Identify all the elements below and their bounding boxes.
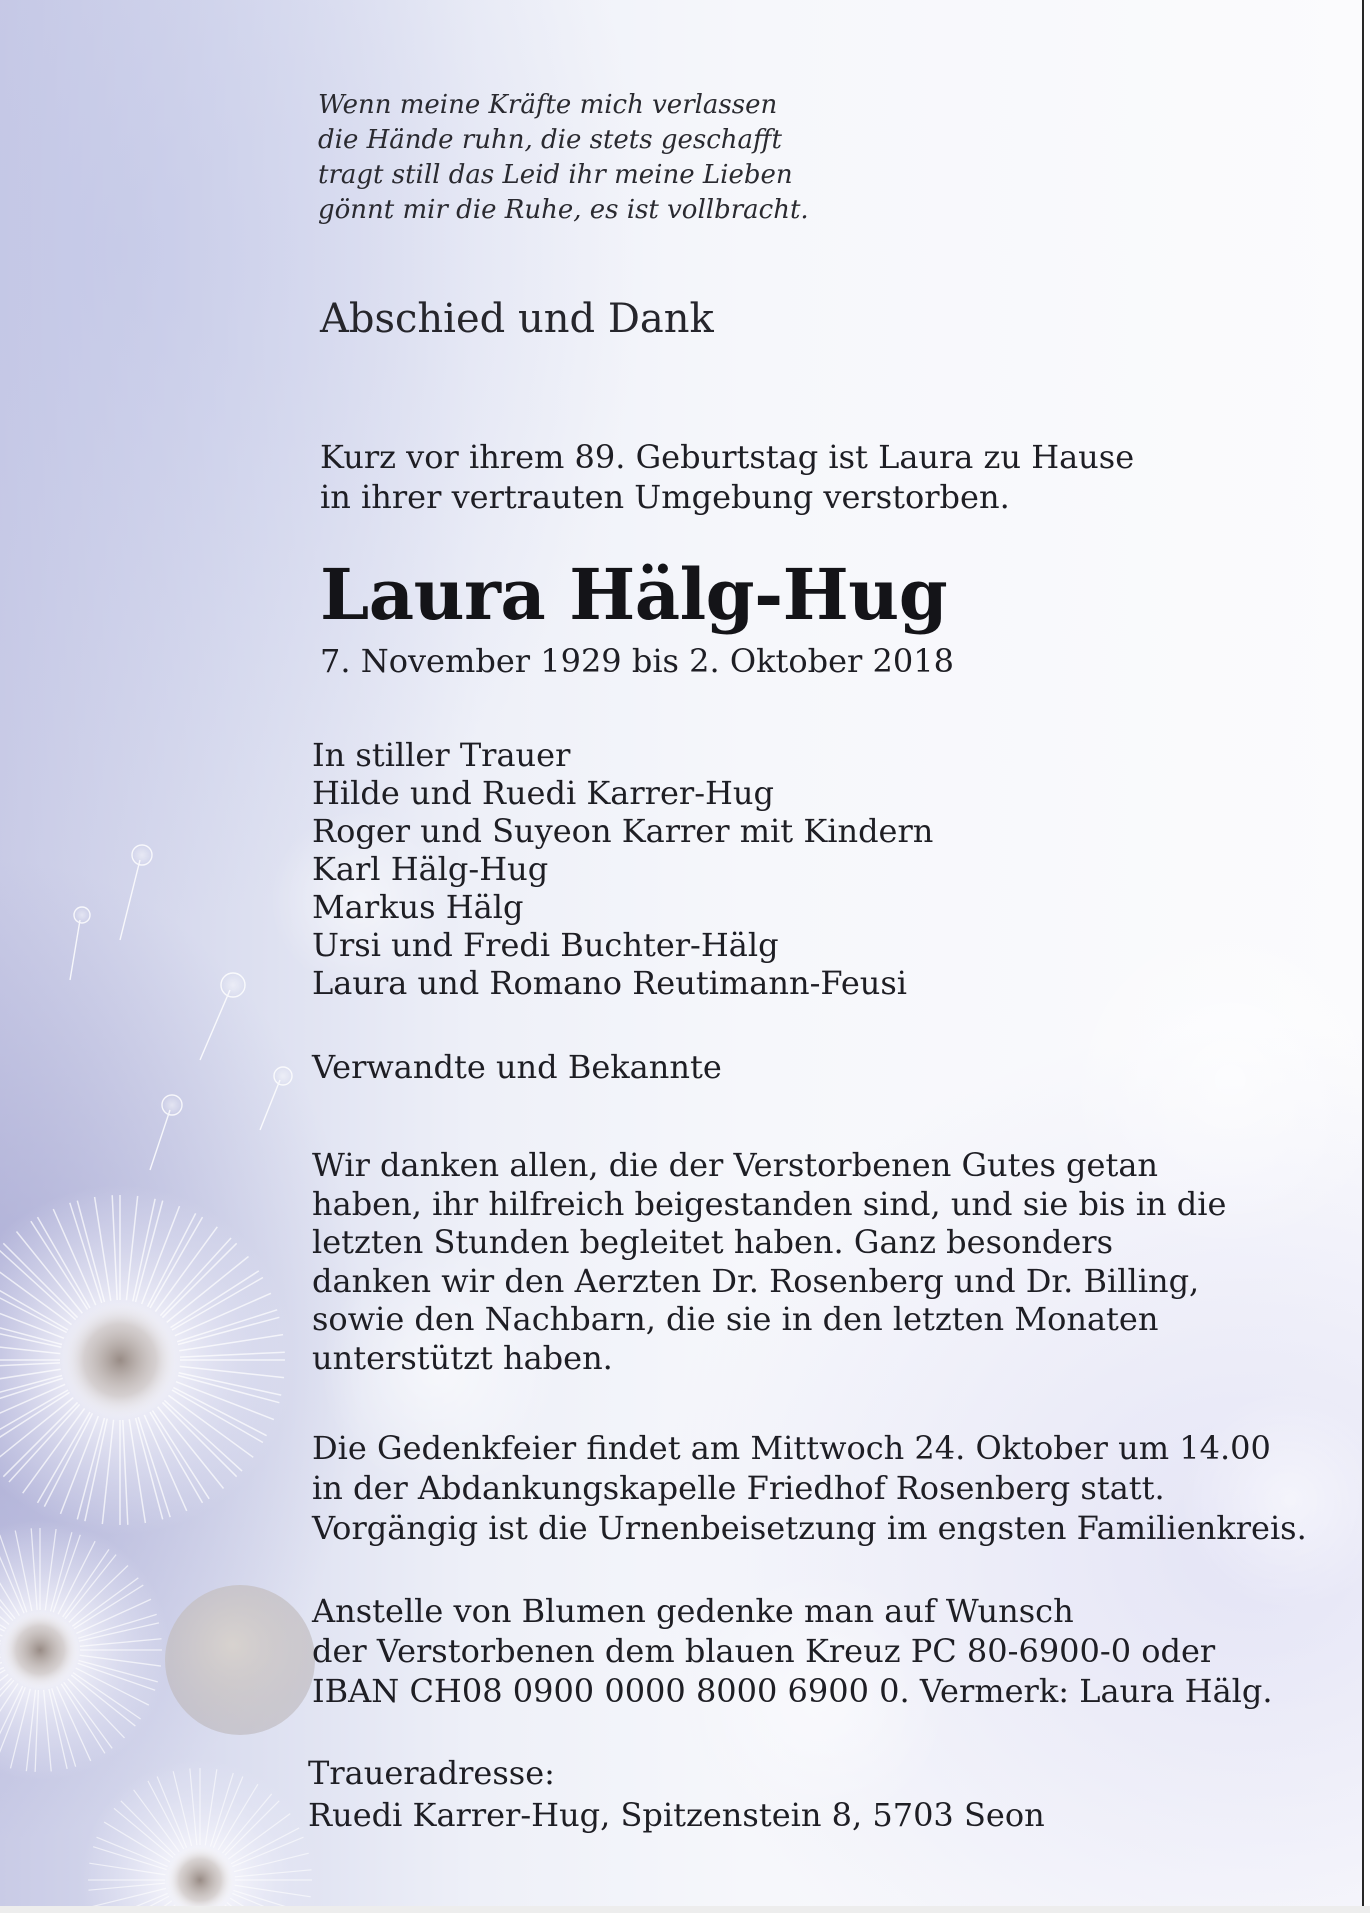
donation-line: Anstelle von Blumen gedenke man auf Wunsch [312, 1592, 1074, 1630]
mourner-name: Laura und Romano Reutimann-Feusi [312, 964, 908, 1002]
intro-line: Kurz vor ihrem 89. Geburtstag ist Laura zu Hause [320, 438, 1135, 476]
address-label: Traueradresse: [308, 1754, 555, 1792]
mourner-name: Roger und Suyeon Karrer mit Kindern [312, 812, 934, 850]
life-dates: 7. November 1929 bis 2. Oktober 2018 [320, 642, 954, 680]
mourners-heading: In stiller Trauer [312, 736, 571, 774]
poem-line: Wenn meine Kräfte mich verlassen [318, 90, 778, 120]
intro-line: in ihrer vertrauten Umgebung verstorben. [320, 478, 1010, 516]
page-border-right [1362, 0, 1364, 1913]
page-heading: Abschied und Dank [320, 296, 714, 342]
thanks-paragraph [312, 1146, 1226, 1377]
dandelion-icon [80, 1760, 320, 1906]
poem-line: die Hände ruhn, die stets geschafft [318, 125, 782, 155]
donation-line: IBAN CH08 0900 0000 8000 6900 0. Vermerk: Laura Hälg. [312, 1672, 1273, 1710]
thanks-line: Wir danken allen, die der Verstorbenen Gutes getan [312, 1146, 1158, 1184]
bokeh-icon [165, 1585, 315, 1735]
poem [318, 88, 809, 228]
donation-line: der Verstorbenen dem blauen Kreuz PC 80-6900-0 oder [312, 1632, 1216, 1670]
mourner-name: Ursi und Fredi Buchter-Hälg [312, 926, 779, 964]
thanks-line: letzten Stunden begleitet haben. Ganz besonders [312, 1223, 1114, 1261]
mourning-address [308, 1752, 1045, 1836]
intro-text [320, 437, 1134, 517]
mourner-name: Karl Hälg-Hug [312, 850, 549, 888]
poem-line: tragt still das Leid ihr meine Lieben [318, 160, 793, 190]
dandelion-icon [0, 1185, 295, 1535]
thanks-line: sowie den Nachbarn, die sie in den letzten Monaten [312, 1300, 1159, 1338]
thanks-line: unterstützt haben. [312, 1338, 613, 1377]
seed-icon [70, 845, 292, 1170]
relatives-line: Verwandte und Bekannte [312, 1048, 722, 1086]
donation-paragraph [312, 1591, 1273, 1711]
ceremony-paragraph [312, 1428, 1307, 1548]
deceased-name: Laura Hälg-Hug [320, 553, 948, 636]
poem-line: gönnt mir die Ruhe, es ist vollbracht. [318, 195, 809, 225]
thanks-line: haben, ihr hilfreich beigestanden sind, und sie bis in die [312, 1184, 1227, 1223]
thanks-line: danken wir den Aerzten Dr. Rosenberg und Dr. Billing, [312, 1261, 1200, 1300]
mourners-list [312, 736, 933, 1002]
mourner-name: Hilde und Ruedi Karrer-Hug [312, 774, 774, 812]
ceremony-line: in der Abdankungskapelle Friedhof Rosenberg statt. [312, 1469, 1165, 1507]
dandelion-icon [0, 1520, 170, 1780]
ceremony-line: Die Gedenkfeier findet am Mittwoch 24. Oktober um 14.00 [312, 1429, 1271, 1467]
mourner-name: Markus Hälg [312, 888, 524, 926]
address-value: Ruedi Karrer-Hug, Spitzenstein 8, 5703 Seon [308, 1796, 1045, 1834]
page-border-bottom [0, 1906, 1370, 1913]
ceremony-line: Vorgängig ist die Urnenbeisetzung im engsten Familienkreis. [312, 1509, 1307, 1547]
